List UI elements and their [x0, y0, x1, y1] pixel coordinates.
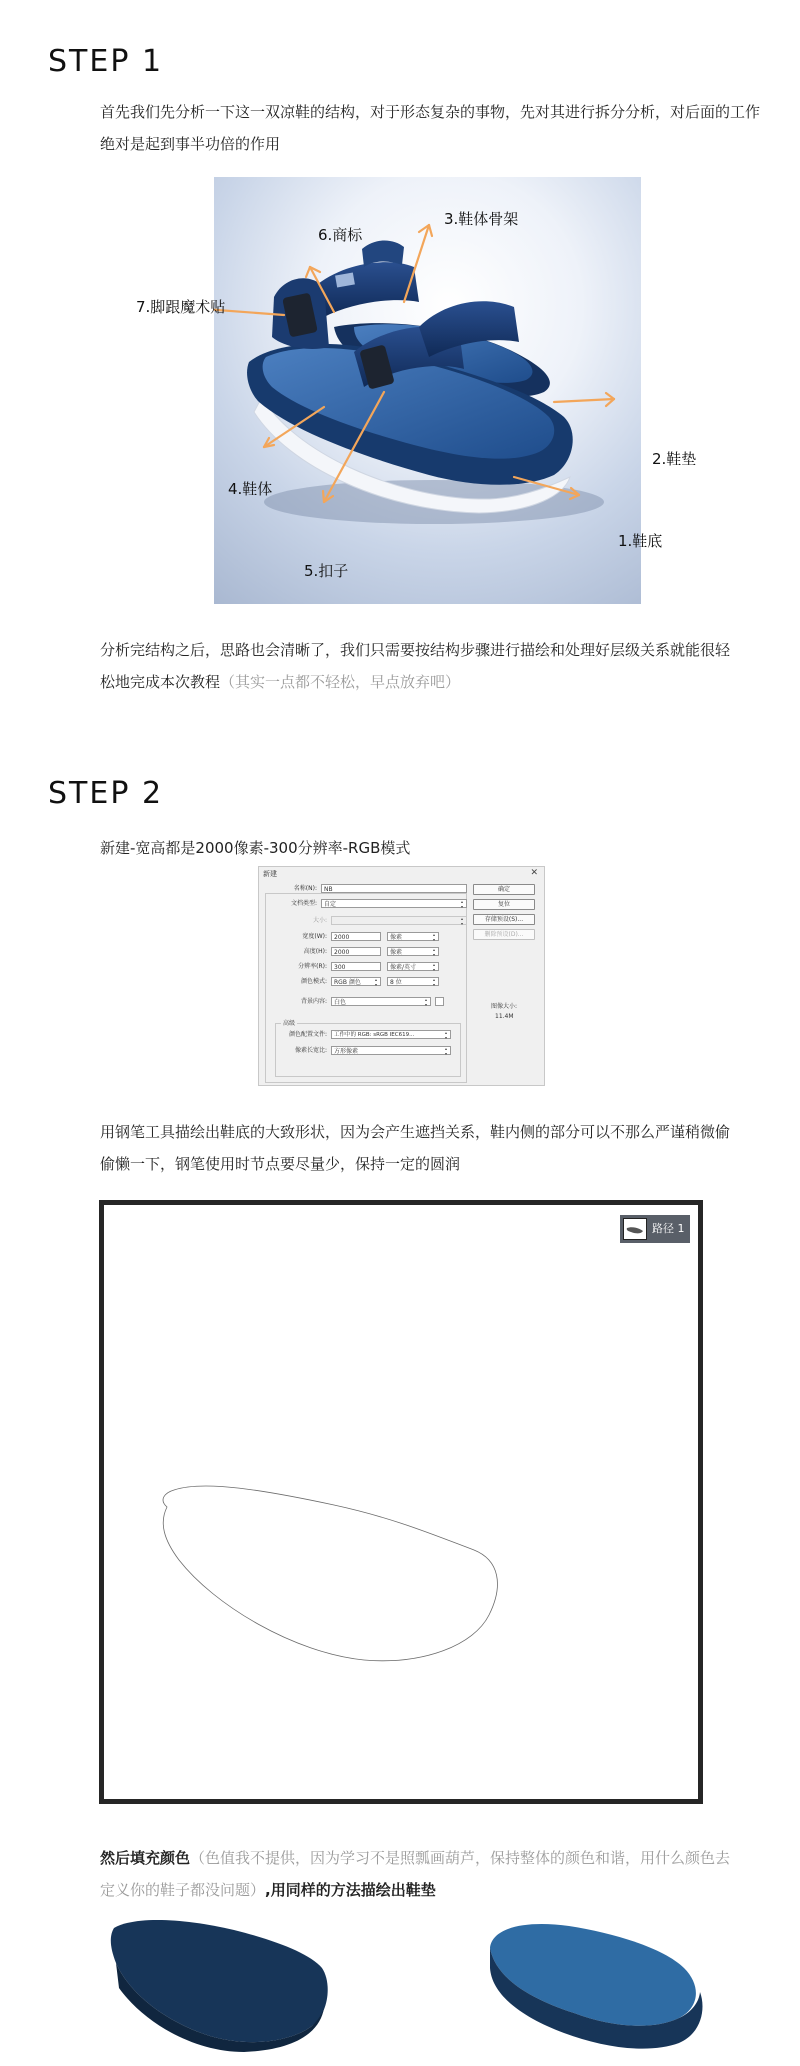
callout-logo: 6.商标: [318, 226, 363, 244]
aspect-label: 像素长宽比:: [294, 1047, 327, 1054]
resolution-input[interactable]: 300: [331, 962, 381, 971]
step2-intro: 新建-宽高都是2000像素-300分辨率-RGB模式: [100, 839, 411, 857]
reset-button[interactable]: 复位: [473, 899, 535, 910]
fill-note: （色值我不提供，因为学习不是照瓢画葫芦，保持整体的颜色和谐，用什么颜色去定义你的鞋子都没问题）: [100, 1849, 731, 1899]
bit-depth-select[interactable]: 8 位 ▴▾: [387, 977, 439, 986]
profile-select[interactable]: 工作中的 RGB: sRGB IEC619... ▴▾: [331, 1030, 451, 1039]
width-input[interactable]: 2000: [331, 932, 381, 941]
close-icon[interactable]: ✕: [530, 868, 538, 878]
step1-after-text: [100, 634, 740, 698]
background-color-swatch[interactable]: [435, 997, 444, 1006]
ok-button[interactable]: 确定: [473, 884, 535, 895]
color-mode-label: 颜色模式:: [300, 978, 327, 985]
profile-label: 颜色配置文件:: [288, 1031, 327, 1038]
callout-heel-velcro: 7.脚跟魔术贴: [136, 298, 226, 316]
callout-outsole: 1.鞋底: [618, 532, 663, 550]
aspect-select[interactable]: 方形像素 ▴▾: [331, 1046, 451, 1055]
preset-select[interactable]: 自定 ▴▾: [321, 899, 467, 908]
color-mode-select[interactable]: RGB 颜色 ▴▾: [331, 977, 381, 986]
save-preset-button[interactable]: 存储预设(S)...: [473, 914, 535, 925]
fill-bold: 然后填充颜色: [100, 1849, 191, 1867]
callout-buckle: 5.扣子: [304, 562, 349, 580]
height-unit-select[interactable]: 像素 ▴▾: [387, 947, 439, 956]
path-name-label: 路径 1: [652, 1222, 685, 1235]
height-input[interactable]: 2000: [331, 947, 381, 956]
step1-intro: 首先我们先分析一下这一双凉鞋的结构，对于形态复杂的事物，先对其进行拆分分析，对后面的工作绝对是起到事半功倍的作用: [100, 103, 761, 153]
step1-title: STEP 1: [48, 44, 164, 79]
name-input[interactable]: NB: [321, 884, 467, 893]
callout-body: 4.鞋体: [228, 480, 273, 498]
background-label: 背景内容:: [300, 998, 327, 1005]
resolution-label: 分辨率(R):: [298, 963, 327, 970]
preset-label: 文档类型:: [290, 900, 317, 907]
callout-insole: 2.鞋垫: [652, 450, 697, 468]
advanced-label: 高级: [283, 1020, 296, 1027]
fill-color-text: [100, 1842, 740, 1906]
delete-preset-button: 删除预设(D)...: [473, 929, 535, 940]
callout-frame: 3.鞋体骨架: [444, 210, 519, 228]
size-select: [331, 916, 467, 925]
width-label: 宽度(W):: [302, 933, 327, 940]
resolution-unit-select[interactable]: 像素/英寸 ▴▾: [387, 962, 439, 971]
image-size-value: 11.4M: [495, 1013, 514, 1020]
background-select[interactable]: 白色 ▴▾: [331, 997, 431, 1006]
new-document-dialog: [258, 866, 545, 1086]
step1-after-note: （其实一点都不轻松，早点放弃吧）: [220, 673, 461, 691]
width-unit-select[interactable]: 像素 ▴▾: [387, 932, 439, 941]
step1-after-main: 分析完结构之后，思路也会清晰了，我们只需要按结构步骤进行描绘和处理好层级关系就能很轻松地完成本次教程: [100, 641, 731, 691]
size-label: 大小:: [312, 917, 327, 924]
image-size-label: 图像大小:: [491, 1003, 518, 1010]
dialog-title: 新建: [263, 870, 277, 878]
fill-end: ,用同样的方法描绘出鞋垫: [265, 1881, 436, 1899]
name-label: 名称(N):: [293, 885, 317, 892]
sandal-structure-photo: [214, 177, 641, 604]
sole-path-outline: [104, 1205, 698, 1799]
height-label: 高度(H):: [303, 948, 327, 955]
filled-sole-shape: [104, 1908, 334, 2058]
sandal-illustration: [214, 177, 641, 604]
pen-tool-text: 用钢笔工具描绘出鞋底的大致形状，因为会产生遮挡关系，鞋内侧的部分可以不那么严谨稍微偷偷懒一下，钢笔使用时节点要尽量少，保持一定的圆润: [100, 1123, 731, 1173]
ps-canvas: [99, 1200, 703, 1804]
filled-insole-shape: [484, 1908, 709, 2058]
step2-title: STEP 2: [48, 776, 164, 811]
